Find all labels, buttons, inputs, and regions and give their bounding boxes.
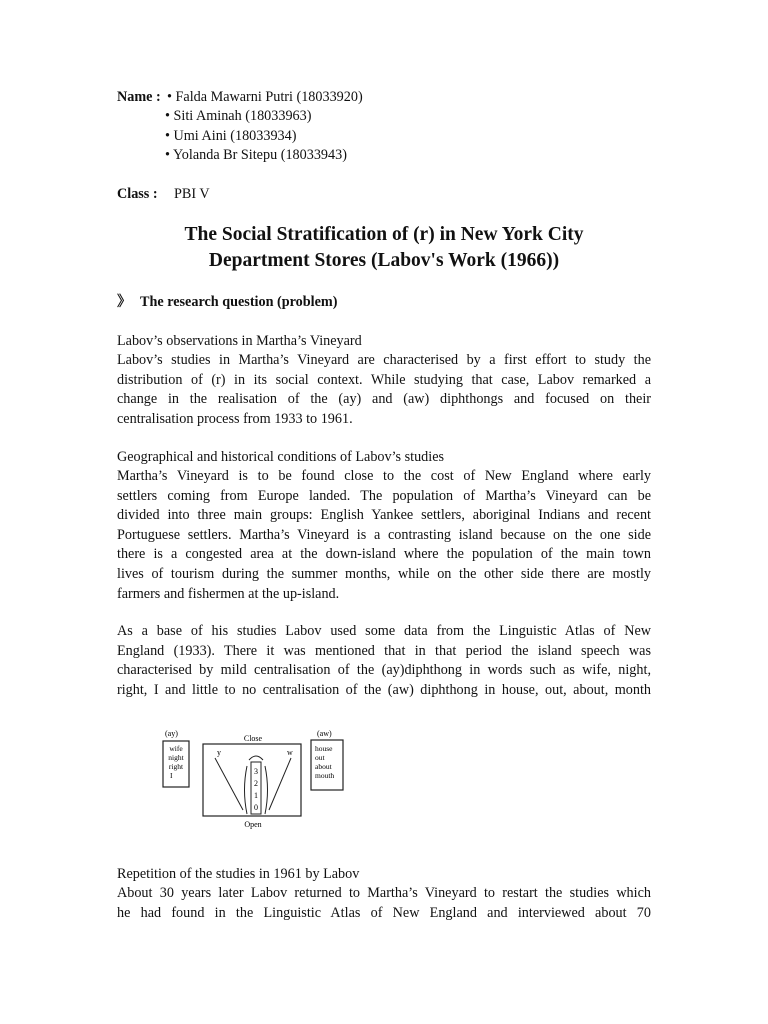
y-label: y <box>217 748 221 757</box>
class-label: Class : <box>117 186 158 202</box>
aw-word: out <box>315 753 325 762</box>
w-label: w <box>287 748 293 757</box>
aw-word: mouth <box>315 771 335 780</box>
p4-body <box>117 884 651 923</box>
section-heading: The research question (problem) <box>140 294 338 310</box>
aw-label: (aw) <box>317 729 332 738</box>
p1-line: centralisation process from 1933 to 1961. <box>117 410 353 427</box>
member-4: • Yolanda Br Sitepu (18033943) <box>165 147 347 163</box>
open-label: Open <box>244 820 262 829</box>
member-2: • Siti Aminah (18033963) <box>165 108 312 124</box>
p1-line: Labov’s studies in Martha’s Vineyard are characterised by a first effort to study the <box>117 352 651 368</box>
close-label: Close <box>243 734 263 743</box>
p1-line: distribution of (r) in its social context. While studying that case, Labov remarked a <box>117 371 651 388</box>
p3-line: characterised by mild centralisation of the (ay)diphthong in words such as wife, night, <box>117 662 651 679</box>
y-line <box>215 758 243 810</box>
aw-word: about <box>315 762 332 771</box>
title-line-1: The Social Stratification of (r) in New York City <box>184 224 584 245</box>
ay-word: I <box>170 771 173 780</box>
p4-line: About 30 years later Labov returned to Martha’s Vineyard to restart the studies which <box>117 885 651 901</box>
scale-mark: 3 <box>254 767 258 776</box>
title-line-2: Department Stores (Labov's Work (1966)) <box>208 250 560 271</box>
scale-mark: 1 <box>254 791 258 800</box>
p2-line: there is a congested area at the down-island where the population of the main town <box>117 546 651 563</box>
p2-heading: Geographical and historical conditions of Labov’s studies <box>117 449 445 465</box>
scale-left-bracket <box>245 766 248 814</box>
p1-body <box>117 351 651 429</box>
w-line <box>269 758 291 810</box>
scale-right-bracket <box>265 766 268 814</box>
vowel-diagram <box>145 722 385 840</box>
scale-mark: 0 <box>254 803 258 812</box>
member-3: • Umi Aini (18033934) <box>165 128 297 144</box>
p2-line: settlers coming from Europe landed. The population of Martha’s Vineyard can be <box>117 487 651 504</box>
name-label: Name : <box>117 89 161 105</box>
p3-body <box>117 622 651 700</box>
class-value: PBI V <box>174 186 210 202</box>
aw-word: house <box>315 744 333 753</box>
p4-heading: Repetition of the studies in 1961 by Labov <box>117 866 360 882</box>
p2-body <box>117 467 651 604</box>
p1-line: change in the realisation of the (ay) and (aw) diphthongs and focused on their <box>117 391 651 408</box>
p1-heading: Labov’s observations in Martha’s Vineyard <box>117 333 362 349</box>
section-marker: 》 <box>117 294 132 310</box>
p2-line: farmers and fishermen at the up-island. <box>117 585 340 602</box>
scale-mark: 2 <box>254 779 258 788</box>
p2-line: lives of tourism during the summer months, while on the other side there are mostly <box>117 565 651 582</box>
p3-line: England (1933). There it was mentioned that in that period the island speech was <box>117 642 651 659</box>
vowel-diagram-svg <box>145 722 385 840</box>
p2-line: Portuguese settlers. Martha’s Vineyard is a contrasting island because on the one side <box>117 526 651 543</box>
ay-word: right <box>168 762 184 771</box>
ay-word: night <box>168 753 184 762</box>
p2-line: divided into three main groups: English Yankee settlers, aboriginal Indians and recent <box>117 507 651 524</box>
ay-label: (ay) <box>165 729 178 738</box>
p4-line: he had found in the Linguistic Atlas of New England and interviewed about 70 <box>117 904 651 921</box>
ay-word: wife <box>169 744 183 753</box>
scale-top-arc <box>249 756 263 760</box>
member-1: • Falda Mawarni Putri (18033920) <box>167 89 363 105</box>
p3-line: As a base of his studies Labov used some data from the Linguistic Atlas of New <box>117 623 651 639</box>
p2-line: Martha’s Vineyard is to be found close to the cost of New England where early <box>117 468 651 484</box>
p3-line: right, I and little to no centralisation of the (aw) diphthong in house, out, about, month <box>117 681 651 698</box>
